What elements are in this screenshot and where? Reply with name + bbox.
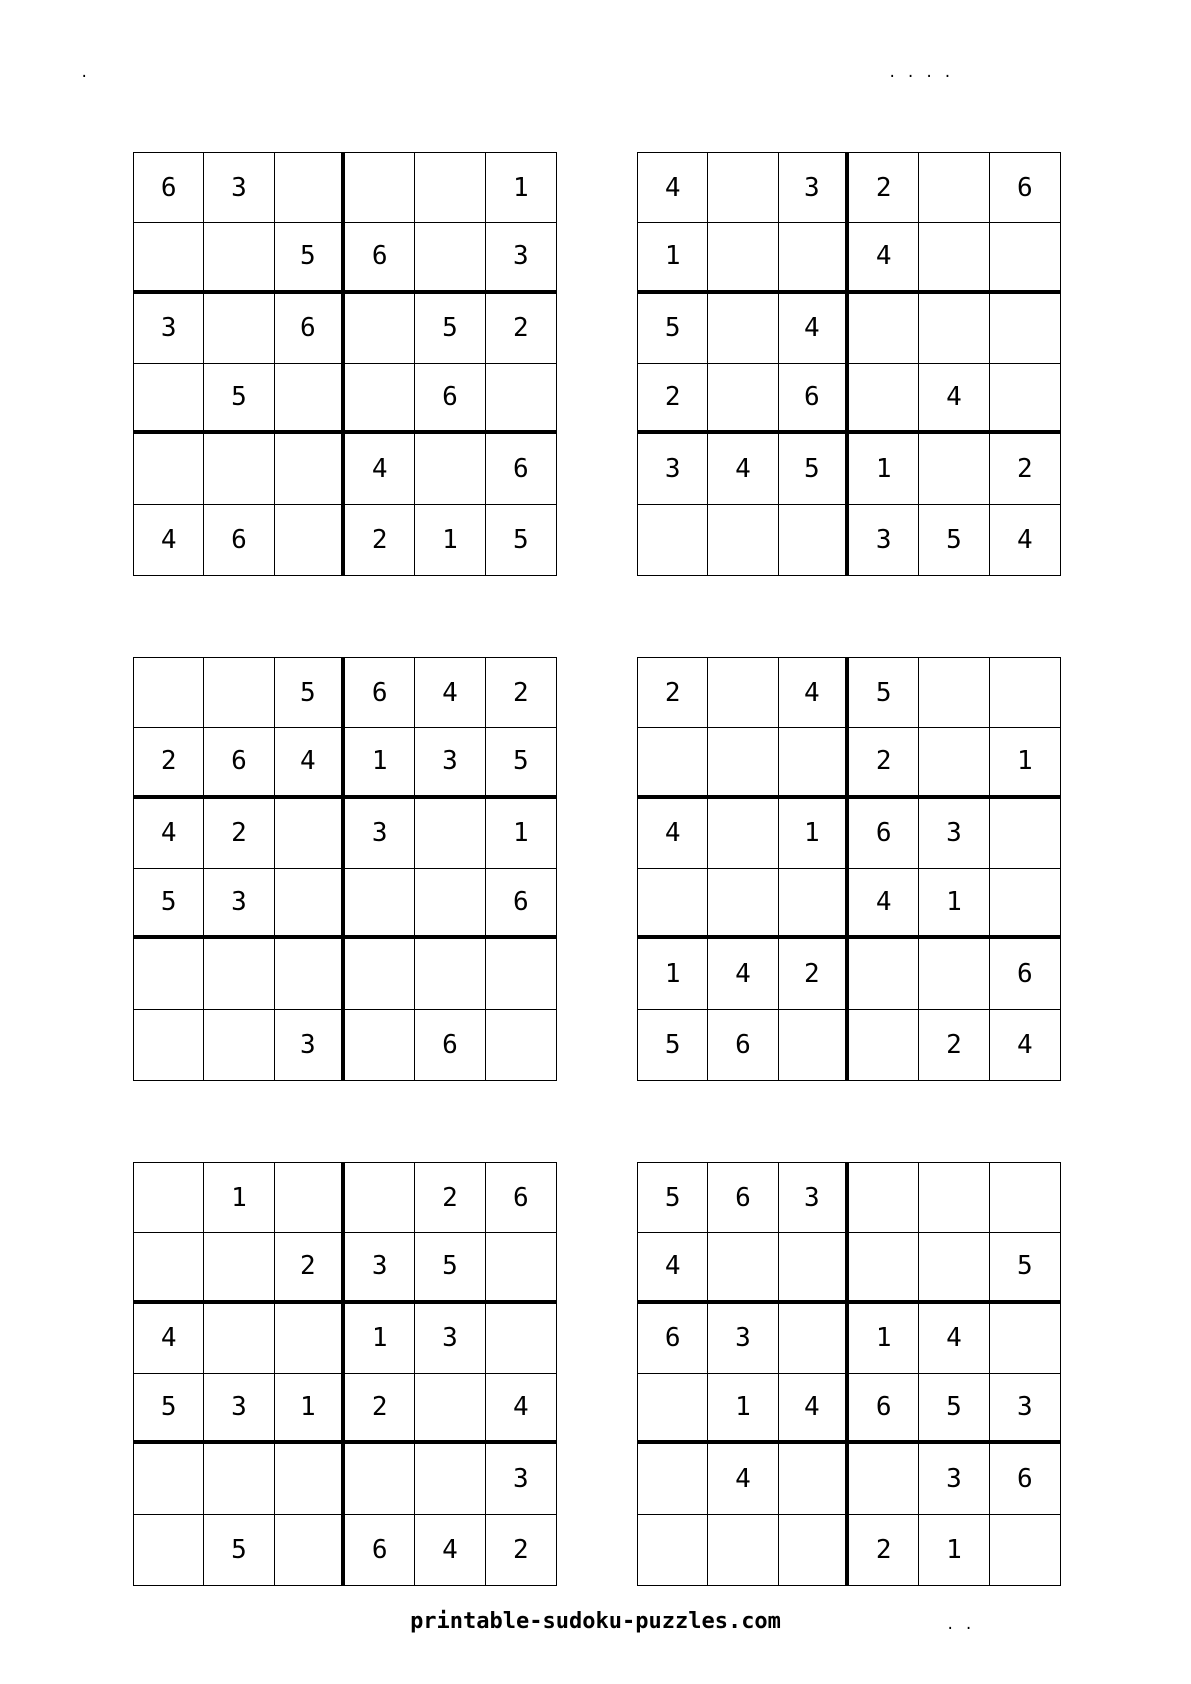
sudoku-cell bbox=[134, 364, 204, 434]
sudoku-cell: 1 bbox=[919, 1515, 989, 1585]
sudoku-cell: 5 bbox=[990, 1233, 1060, 1303]
sudoku-cell bbox=[638, 728, 708, 798]
sudoku-cell bbox=[638, 505, 708, 575]
sudoku-cell bbox=[779, 869, 849, 939]
sudoku-cell bbox=[990, 869, 1060, 939]
sudoku-cell: 1 bbox=[345, 728, 415, 798]
sudoku-cell: 2 bbox=[919, 1010, 989, 1080]
sudoku-cell bbox=[134, 1010, 204, 1080]
sudoku-cell bbox=[275, 1163, 345, 1233]
sudoku-cell: 6 bbox=[779, 364, 849, 434]
sudoku-cell: 6 bbox=[275, 294, 345, 364]
sudoku-cell: 6 bbox=[486, 434, 556, 504]
sudoku-cell: 2 bbox=[415, 1163, 485, 1233]
sudoku-cell: 6 bbox=[486, 869, 556, 939]
sudoku-cell: 3 bbox=[204, 869, 274, 939]
sudoku-cell: 6 bbox=[990, 153, 1060, 223]
sudoku-cell: 4 bbox=[134, 799, 204, 869]
sudoku-cell: 1 bbox=[345, 1304, 415, 1374]
sudoku-cell bbox=[204, 434, 274, 504]
sudoku-cell: 2 bbox=[486, 658, 556, 728]
sudoku-cell bbox=[415, 1374, 485, 1444]
sudoku-cell bbox=[919, 728, 989, 798]
sudoku-cell: 3 bbox=[708, 1304, 778, 1374]
sudoku-cell: 4 bbox=[134, 505, 204, 575]
sudoku-cell: 3 bbox=[415, 728, 485, 798]
sudoku-cell bbox=[708, 658, 778, 728]
sudoku-cell: 4 bbox=[849, 869, 919, 939]
sudoku-cell: 1 bbox=[708, 1374, 778, 1444]
sudoku-cell bbox=[134, 658, 204, 728]
sudoku-cell: 2 bbox=[638, 364, 708, 434]
sudoku-cell: 1 bbox=[204, 1163, 274, 1233]
sudoku-cell bbox=[990, 1515, 1060, 1585]
sudoku-cell: 1 bbox=[919, 869, 989, 939]
sudoku-cell bbox=[275, 1444, 345, 1514]
sudoku-cell bbox=[275, 939, 345, 1009]
sudoku-cell: 5 bbox=[919, 505, 989, 575]
sudoku-cell: 4 bbox=[708, 939, 778, 1009]
sudoku-cell bbox=[345, 1010, 415, 1080]
sudoku-cell bbox=[849, 1233, 919, 1303]
sudoku-cell bbox=[134, 939, 204, 1009]
sudoku-cell bbox=[708, 223, 778, 293]
sudoku-cell bbox=[345, 364, 415, 434]
sudoku-cell bbox=[919, 153, 989, 223]
sudoku-cell bbox=[345, 294, 415, 364]
sudoku-cell bbox=[486, 1304, 556, 1374]
sudoku-cell bbox=[415, 434, 485, 504]
sudoku-cell bbox=[990, 364, 1060, 434]
sudoku-cell: 3 bbox=[779, 1163, 849, 1233]
sudoku-cell: 4 bbox=[919, 1304, 989, 1374]
sudoku-cell bbox=[708, 294, 778, 364]
sudoku-cell: 5 bbox=[638, 1163, 708, 1233]
sudoku-cell: 4 bbox=[708, 434, 778, 504]
sudoku-cell bbox=[204, 1304, 274, 1374]
sudoku-cell bbox=[134, 434, 204, 504]
sudoku-cell: 3 bbox=[415, 1304, 485, 1374]
sudoku-cell: 2 bbox=[849, 1515, 919, 1585]
sudoku-cell bbox=[345, 1444, 415, 1514]
sudoku-cell bbox=[345, 153, 415, 223]
sudoku-cell bbox=[990, 799, 1060, 869]
sudoku-cell bbox=[415, 153, 485, 223]
sudoku-cell bbox=[275, 153, 345, 223]
sudoku-cell bbox=[779, 1444, 849, 1514]
sudoku-cell bbox=[345, 939, 415, 1009]
sudoku-cell: 6 bbox=[638, 1304, 708, 1374]
sudoku-cell: 2 bbox=[990, 434, 1060, 504]
sudoku-cell: 1 bbox=[486, 153, 556, 223]
sudoku-cell: 6 bbox=[204, 505, 274, 575]
sudoku-cell: 5 bbox=[849, 658, 919, 728]
sudoku-cell: 4 bbox=[415, 658, 485, 728]
sudoku-cell bbox=[486, 1233, 556, 1303]
sudoku-cell: 6 bbox=[708, 1163, 778, 1233]
sudoku-cell: 4 bbox=[638, 1233, 708, 1303]
sudoku-cell: 2 bbox=[849, 153, 919, 223]
sudoku-cell bbox=[345, 869, 415, 939]
sudoku-cell bbox=[779, 1304, 849, 1374]
sudoku-cell bbox=[204, 1444, 274, 1514]
sudoku-cell bbox=[849, 1163, 919, 1233]
sudoku-cell: 5 bbox=[275, 658, 345, 728]
sudoku-cell: 5 bbox=[415, 1233, 485, 1303]
sudoku-cell bbox=[990, 1304, 1060, 1374]
sudoku-cell: 3 bbox=[204, 153, 274, 223]
sudoku-puzzle-1 bbox=[133, 152, 557, 576]
sudoku-cell: 2 bbox=[345, 505, 415, 575]
sudoku-cell bbox=[134, 1515, 204, 1585]
sudoku-cell bbox=[275, 1304, 345, 1374]
sudoku-cell bbox=[919, 434, 989, 504]
sudoku-cell: 6 bbox=[415, 1010, 485, 1080]
sudoku-cell: 2 bbox=[779, 939, 849, 1009]
sudoku-cell: 3 bbox=[990, 1374, 1060, 1444]
sudoku-cell bbox=[415, 223, 485, 293]
sudoku-cell: 2 bbox=[204, 799, 274, 869]
sudoku-cell bbox=[486, 1010, 556, 1080]
sudoku-cell: 3 bbox=[486, 1444, 556, 1514]
sudoku-cell bbox=[638, 869, 708, 939]
sudoku-cell: 1 bbox=[849, 434, 919, 504]
sudoku-cell: 6 bbox=[415, 364, 485, 434]
sudoku-cell bbox=[919, 658, 989, 728]
sudoku-cell: 5 bbox=[638, 294, 708, 364]
sudoku-cell: 6 bbox=[134, 153, 204, 223]
sudoku-cell bbox=[486, 939, 556, 1009]
sudoku-cell bbox=[204, 294, 274, 364]
sudoku-cell: 6 bbox=[708, 1010, 778, 1080]
sudoku-cell: 1 bbox=[849, 1304, 919, 1374]
sudoku-cell: 2 bbox=[486, 294, 556, 364]
sudoku-cell: 6 bbox=[345, 223, 415, 293]
sudoku-cell: 1 bbox=[638, 223, 708, 293]
sudoku-cell bbox=[134, 223, 204, 293]
sudoku-cell: 2 bbox=[513, 1534, 529, 1565]
sudoku-cell: 5 bbox=[134, 869, 204, 939]
sudoku-cell bbox=[708, 728, 778, 798]
sudoku-cell bbox=[134, 1444, 204, 1514]
sudoku-cell: 4 bbox=[638, 799, 708, 869]
sudoku-cell: 3 bbox=[275, 1010, 345, 1080]
sudoku-cell: 4 bbox=[345, 434, 415, 504]
sudoku-cell: 6 bbox=[990, 939, 1060, 1009]
sudoku-cell bbox=[486, 364, 556, 434]
sudoku-cell: 3 bbox=[919, 799, 989, 869]
sudoku-cell bbox=[849, 294, 919, 364]
sudoku-cell bbox=[415, 799, 485, 869]
sudoku-cell bbox=[708, 1233, 778, 1303]
sudoku-cell: 2 bbox=[345, 1374, 415, 1444]
sudoku-cell bbox=[204, 1233, 274, 1303]
sudoku-cell bbox=[779, 1233, 849, 1303]
sudoku-cell bbox=[849, 364, 919, 434]
sudoku-cell: 2 bbox=[849, 728, 919, 798]
sudoku-cell: 2 bbox=[275, 1233, 345, 1303]
sudoku-puzzle-5 bbox=[133, 1162, 557, 1586]
sudoku-cell: 5 bbox=[919, 1374, 989, 1444]
sudoku-cell: 1 bbox=[638, 939, 708, 1009]
sudoku-cell bbox=[779, 1515, 849, 1585]
sudoku-cell: 6 bbox=[486, 1163, 556, 1233]
sudoku-cell bbox=[708, 364, 778, 434]
sudoku-cell: 2 bbox=[638, 658, 708, 728]
sudoku-cell: 3 bbox=[638, 434, 708, 504]
sudoku-cell: 3 bbox=[345, 799, 415, 869]
sudoku-puzzle-4 bbox=[637, 657, 1061, 1081]
sudoku-cell: 2 bbox=[134, 728, 204, 798]
sudoku-cell bbox=[275, 799, 345, 869]
sudoku-cell bbox=[919, 939, 989, 1009]
sudoku-cell bbox=[990, 294, 1060, 364]
sudoku-cell: 3 bbox=[204, 1374, 274, 1444]
sudoku-cell: 4 bbox=[486, 1374, 556, 1444]
sudoku-cell: 4 bbox=[779, 1374, 849, 1444]
sudoku-cell: 3 bbox=[919, 1444, 989, 1514]
sudoku-cell: 5 bbox=[513, 524, 529, 555]
sudoku-puzzle-3 bbox=[133, 657, 557, 1081]
sudoku-cell bbox=[708, 869, 778, 939]
sudoku-cell bbox=[134, 1233, 204, 1303]
sudoku-cell: 4 bbox=[1017, 524, 1033, 555]
sudoku-cell: 4 bbox=[708, 1444, 778, 1514]
sudoku-cell bbox=[990, 658, 1060, 728]
sudoku-cell bbox=[275, 434, 345, 504]
sudoku-cell: 4 bbox=[849, 223, 919, 293]
sudoku-cell: 3 bbox=[849, 505, 919, 575]
sudoku-cell bbox=[919, 223, 989, 293]
sudoku-cell bbox=[779, 1010, 849, 1080]
sudoku-cell bbox=[919, 1233, 989, 1303]
sudoku-cell: 6 bbox=[849, 1374, 919, 1444]
sudoku-cell: 5 bbox=[134, 1374, 204, 1444]
sudoku-cell: 3 bbox=[134, 294, 204, 364]
sudoku-cell bbox=[345, 1163, 415, 1233]
sudoku-cell: 5 bbox=[779, 434, 849, 504]
footer-dots: .. bbox=[946, 1617, 983, 1633]
sudoku-cell bbox=[779, 223, 849, 293]
sudoku-cell bbox=[919, 294, 989, 364]
sudoku-cell bbox=[990, 1163, 1060, 1233]
sudoku-cell: 6 bbox=[990, 1444, 1060, 1514]
sudoku-puzzle-6 bbox=[637, 1162, 1061, 1586]
sudoku-cell bbox=[204, 223, 274, 293]
sudoku-cell: 4 bbox=[919, 364, 989, 434]
sudoku-cell: 6 bbox=[345, 1515, 415, 1585]
top-left-dots: . bbox=[80, 65, 99, 81]
sudoku-cell bbox=[204, 658, 274, 728]
sudoku-cell: 4 bbox=[1017, 1029, 1033, 1060]
sudoku-cell bbox=[990, 223, 1060, 293]
sudoku-cell bbox=[415, 1444, 485, 1514]
sudoku-cell bbox=[708, 153, 778, 223]
sudoku-cell: 5 bbox=[486, 728, 556, 798]
sudoku-cell: 3 bbox=[779, 153, 849, 223]
sudoku-cell bbox=[849, 939, 919, 1009]
sudoku-cell: 5 bbox=[275, 223, 345, 293]
sudoku-cell: 5 bbox=[415, 294, 485, 364]
top-right-dots: .... bbox=[888, 65, 962, 81]
sudoku-cell bbox=[134, 1163, 204, 1233]
sudoku-cell: 6 bbox=[849, 799, 919, 869]
sudoku-cell bbox=[708, 505, 778, 575]
sudoku-cell bbox=[415, 939, 485, 1009]
sudoku-cell bbox=[204, 939, 274, 1009]
sudoku-cell bbox=[275, 869, 345, 939]
sudoku-cell: 1 bbox=[779, 799, 849, 869]
sudoku-cell bbox=[638, 1444, 708, 1514]
sudoku-cell bbox=[275, 364, 345, 434]
sudoku-cell: 4 bbox=[134, 1304, 204, 1374]
site-url: printable-sudoku-puzzles.com bbox=[410, 1609, 781, 1634]
sudoku-cell: 6 bbox=[345, 658, 415, 728]
sudoku-cell bbox=[275, 1515, 345, 1585]
sudoku-cell: 4 bbox=[415, 1515, 485, 1585]
sudoku-cell: 4 bbox=[779, 294, 849, 364]
sudoku-cell: 1 bbox=[990, 728, 1060, 798]
sudoku-cell: 4 bbox=[638, 153, 708, 223]
sudoku-cell: 6 bbox=[204, 728, 274, 798]
sudoku-cell bbox=[849, 1010, 919, 1080]
sudoku-cell bbox=[415, 869, 485, 939]
sudoku-cell bbox=[204, 1010, 274, 1080]
sudoku-cell bbox=[779, 505, 849, 575]
sudoku-cell: 1 bbox=[415, 505, 485, 575]
sudoku-cell bbox=[708, 1515, 778, 1585]
sudoku-cell bbox=[779, 728, 849, 798]
sudoku-cell: 5 bbox=[204, 364, 274, 434]
sudoku-cell: 1 bbox=[486, 799, 556, 869]
sudoku-cell: 3 bbox=[345, 1233, 415, 1303]
sudoku-puzzle-2 bbox=[637, 152, 1061, 576]
sudoku-cell bbox=[919, 1163, 989, 1233]
sudoku-cell bbox=[638, 1515, 708, 1585]
sudoku-cell: 3 bbox=[486, 223, 556, 293]
sudoku-cell: 1 bbox=[275, 1374, 345, 1444]
sudoku-cell bbox=[638, 1374, 708, 1444]
sudoku-cell: 5 bbox=[638, 1010, 708, 1080]
sudoku-cell bbox=[708, 799, 778, 869]
sudoku-cell: 5 bbox=[204, 1515, 274, 1585]
sudoku-cell: 4 bbox=[275, 728, 345, 798]
sudoku-cell: 4 bbox=[779, 658, 849, 728]
sudoku-cell bbox=[849, 1444, 919, 1514]
sudoku-cell bbox=[275, 505, 345, 575]
